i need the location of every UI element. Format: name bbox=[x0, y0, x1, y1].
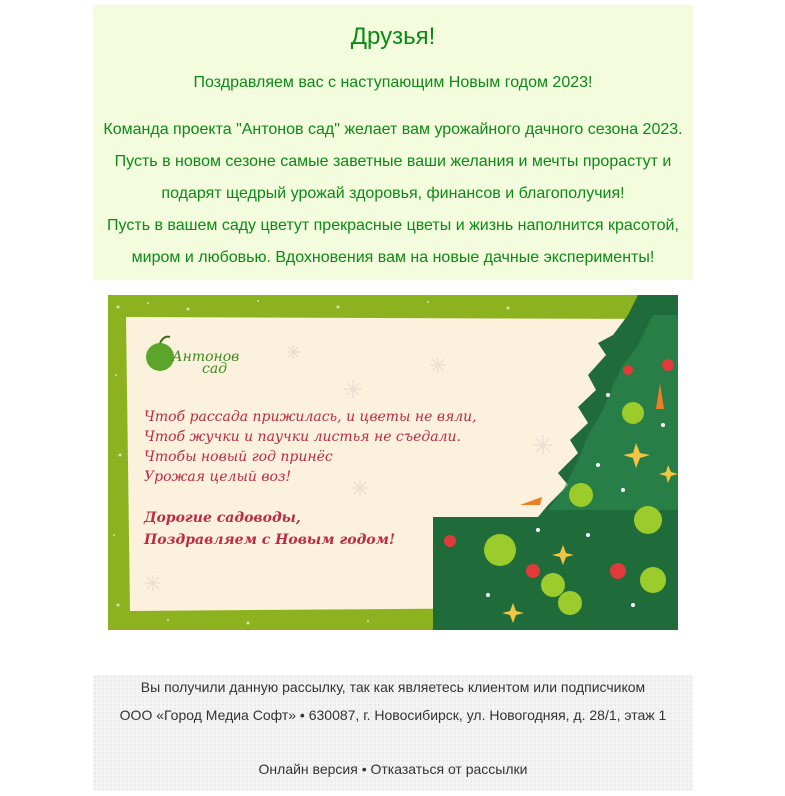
footer-links bbox=[93, 760, 693, 778]
new-year-card-image bbox=[108, 295, 678, 630]
greeting-title: Друзья! bbox=[350, 23, 436, 50]
card-poem bbox=[144, 407, 477, 487]
greeting-intro: Поздравляем вас с наступающим Новым годом 2023! bbox=[193, 74, 593, 91]
poem-line: Чтобы новый год принёс bbox=[144, 449, 333, 465]
greeting-block bbox=[93, 5, 693, 280]
card-wish bbox=[144, 507, 395, 551]
link-separator: • bbox=[361, 761, 367, 777]
poem-line: Чтоб рассада прижилась, и цветы не вяли, bbox=[144, 409, 477, 425]
greeting-body bbox=[99, 114, 687, 274]
logo-line-1: Антонов bbox=[172, 349, 240, 365]
card-logo bbox=[172, 351, 239, 375]
poem-line: Чтоб жучки и паучки листья не съедали. bbox=[144, 429, 461, 445]
subscription-notice: Вы получили данную рассылку, так как являетесь клиентом или подписчиком bbox=[140, 679, 646, 695]
email-footer bbox=[93, 675, 693, 791]
wish-line: Дорогие садоводы, bbox=[144, 510, 301, 526]
logo-line-2: сад bbox=[202, 361, 228, 377]
poem-line: Урожая целый воз! bbox=[144, 469, 292, 485]
company-address: ООО «Город Медиа Софт» • 630087, г. Новосибирск, ул. Новогодняя, д. 28/1, этаж 1 bbox=[119, 707, 667, 723]
online-version-link[interactable]: Онлайн версия bbox=[258, 761, 358, 777]
unsubscribe-link[interactable]: Отказаться от рассылки bbox=[370, 761, 528, 777]
greeting-paragraph-1: Команда проекта "Антонов сад" желает вам урожайного дачного сезона 2023. Пусть в новом сезоне самые заветные ваши желания и мечты прорастут и подарят щедрый урожай здоровья, финансов и благополучия! bbox=[103, 121, 683, 202]
wish-line: Поздравляем с Новым годом! bbox=[144, 532, 396, 548]
greeting-paragraph-2: Пусть в вашем саду цветут прекрасные цветы и жизнь наполнится красотой, миром и любовью. Вдохновения вам на новые дачные эксперименты! bbox=[107, 217, 679, 266]
